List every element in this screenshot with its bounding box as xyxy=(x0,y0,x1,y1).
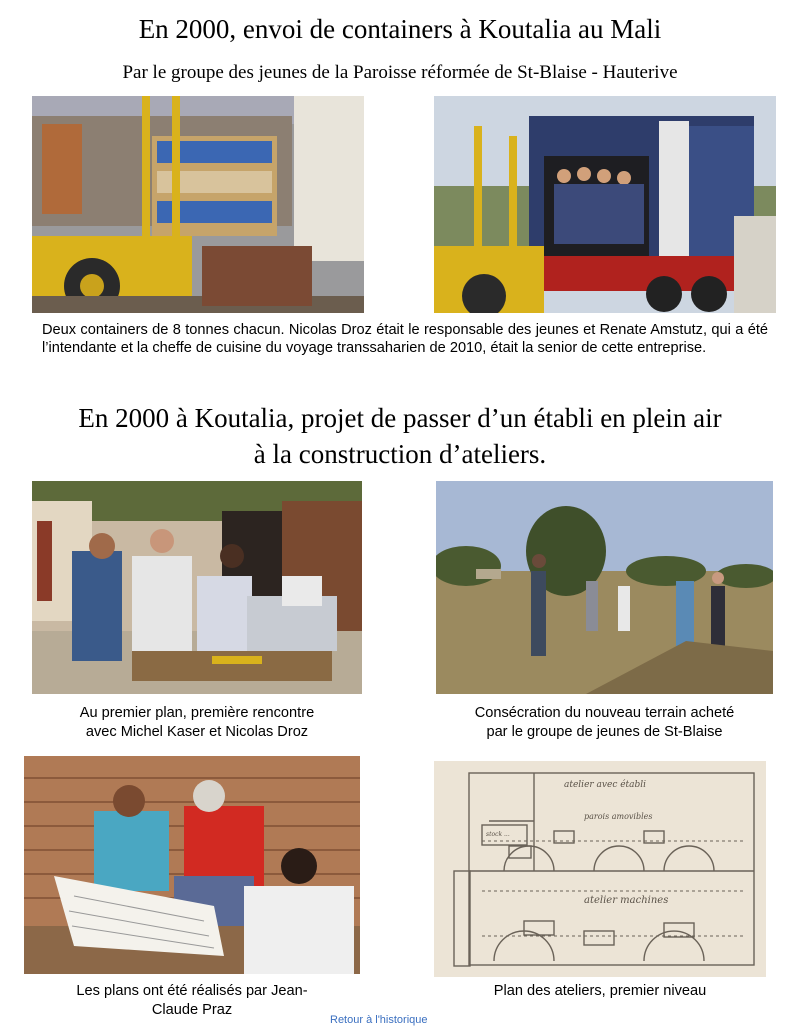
blueprint-label-stock: stock ... xyxy=(486,831,510,838)
containers-description: Deux containers de 8 tonnes chacun. Nicolas Droz était le responsable des jeunes et Renate Amstutz, qui a été l’intendante et la cheffe de cuisine du voyage transsaharien de 2010, était la senior de cette entreprise. xyxy=(42,322,768,356)
caption-meeting xyxy=(32,704,362,742)
photo-field-consecration xyxy=(436,481,773,694)
caption-field xyxy=(436,704,773,742)
caption-plans xyxy=(24,982,360,1020)
blueprint-plan xyxy=(434,761,766,977)
blueprint-label-parois: parois amovibles xyxy=(584,812,653,821)
back-to-history-link[interactable]: Retour à l'historique xyxy=(330,1014,428,1026)
blueprint-label-machines: atelier machines xyxy=(584,895,669,906)
section-title xyxy=(0,400,800,472)
caption-field-line2: par le groupe de jeunes de St-Blaise xyxy=(486,724,723,740)
caption-plans-line2: Claude Praz xyxy=(151,1002,233,1018)
blueprint-label-etabli: atelier avec établi xyxy=(564,780,647,790)
section-title-line1: En 2000 à Koutalia, projet de passer d’un établi en plein air xyxy=(78,403,722,433)
photo-forklift-loading xyxy=(32,96,364,313)
page-subtitle: Par le groupe des jeunes de la Paroisse réformée de St-Blaise - Hauterive xyxy=(122,62,678,83)
page-title: En 2000, envoi de containers à Koutalia au Mali xyxy=(138,14,662,44)
photo-plans-review xyxy=(24,756,360,974)
caption-plans-line1: Les plans ont été réalisés par Jean- xyxy=(76,983,308,999)
photo-container-group xyxy=(434,96,776,313)
caption-blueprint: Plan des ateliers, premier niveau xyxy=(493,983,707,999)
photo-workshop-meeting xyxy=(32,481,362,694)
caption-field-line1: Consécration du nouveau terrain acheté xyxy=(474,705,735,721)
section-title-line2: à la construction d’ateliers. xyxy=(253,439,547,469)
caption-meeting-line2: avec Michel Kaser et Nicolas Droz xyxy=(85,724,309,740)
caption-meeting-line1: Au premier plan, première rencontre xyxy=(79,705,315,721)
